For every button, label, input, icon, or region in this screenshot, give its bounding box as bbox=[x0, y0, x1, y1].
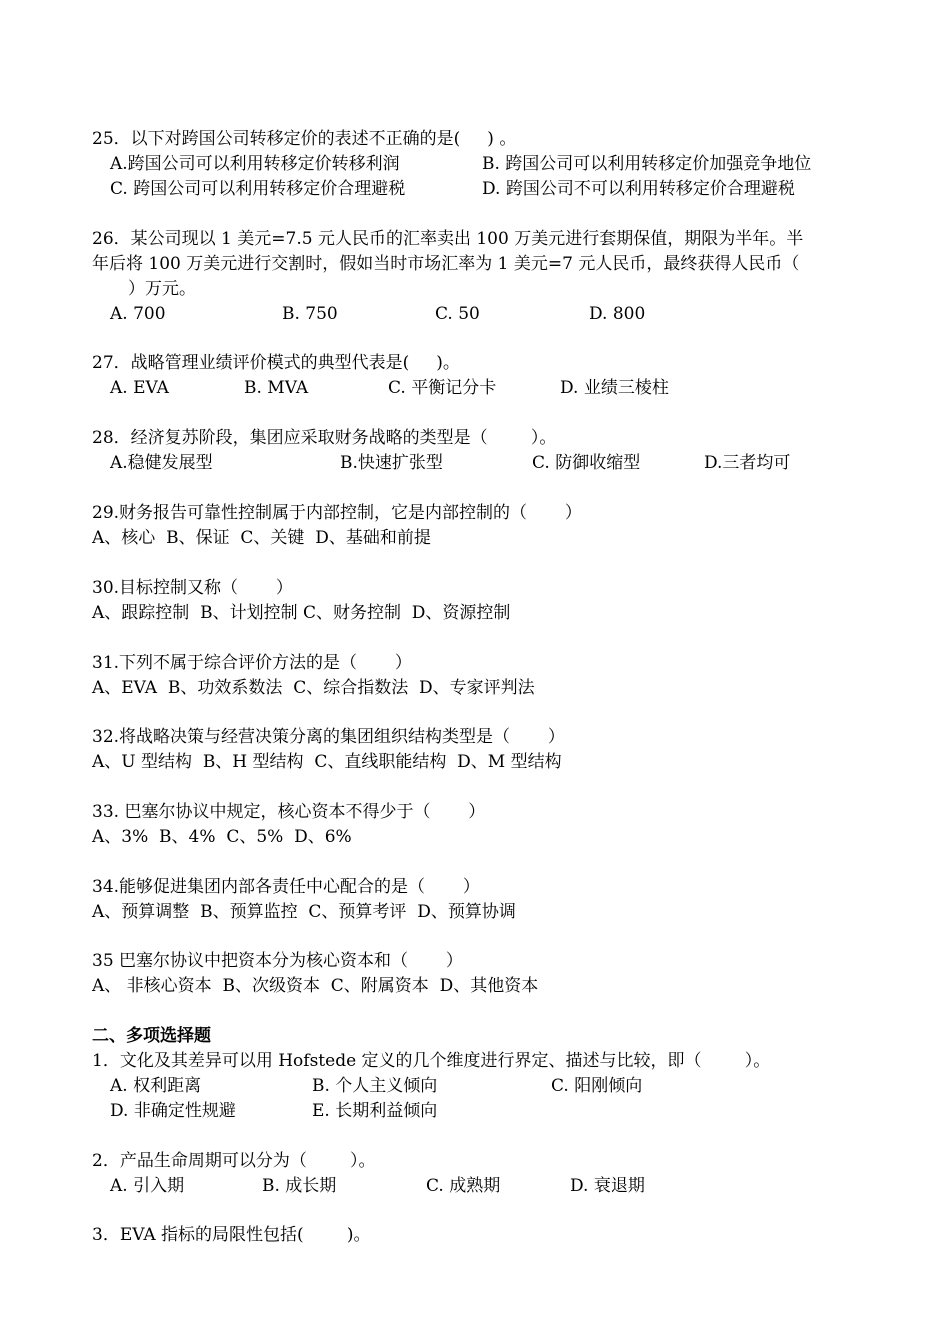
question-34: 34.能够促进集团内部各责任中心配合的是（ ） bbox=[92, 877, 480, 897]
mq2-option-a: A. 引入期 bbox=[110, 1176, 185, 1196]
multi-question-3: 3．EVA 指标的局限性包括( )。 bbox=[92, 1225, 371, 1245]
q35-options: A、 非核心资本 B、次级资本 C、附属资本 D、其他资本 bbox=[92, 976, 539, 996]
q28-option-d: D.三者均可 bbox=[704, 453, 791, 473]
q25-option-c: C. 跨国公司可以利用转移定价合理避税 bbox=[110, 179, 406, 199]
q31-options: A、EVA B、功效系数法 C、综合指数法 D、专家评判法 bbox=[92, 678, 535, 698]
q28-option-c: C. 防御收缩型 bbox=[532, 453, 641, 473]
q25-option-b: B. 跨国公司可以利用转移定价加强竞争地位 bbox=[482, 154, 812, 174]
question-25: 25．以下对跨国公司转移定价的表述不正确的是( ) 。 bbox=[92, 129, 517, 149]
q33-options: A、3% B、4% C、5% D、6% bbox=[92, 827, 352, 847]
q27-option-b: B. MVA bbox=[244, 378, 309, 398]
question-26-cont: 年后将 100 万美元进行交割时，假如当时市场汇率为 1 美元=7 元人民币，最终获得人民币（ bbox=[92, 254, 800, 274]
q27-option-d: D. 业绩三棱柱 bbox=[560, 378, 669, 398]
mq2-option-d: D. 衰退期 bbox=[570, 1176, 645, 1196]
q29-options: A、核心 B、保证 C、关键 D、基础和前提 bbox=[92, 528, 431, 548]
q25-option-a: A.跨国公司可以利用转移定价转移利润 bbox=[110, 154, 400, 174]
q25-option-d: D. 跨国公司不可以利用转移定价合理避税 bbox=[482, 179, 795, 199]
q27-option-c: C. 平衡记分卡 bbox=[388, 378, 497, 398]
question-31: 31.下列不属于综合评价方法的是（ ） bbox=[92, 653, 412, 673]
question-27: 27．战略管理业绩评价模式的典型代表是( )。 bbox=[92, 353, 460, 373]
q27-option-a: A. EVA bbox=[110, 378, 169, 398]
multi-question-2: 2．产品生命周期可以分为（ ）。 bbox=[92, 1151, 376, 1171]
q26-option-a: A. 700 bbox=[110, 304, 166, 324]
mq1-option-c: C. 阳刚倾向 bbox=[551, 1076, 643, 1096]
question-26: 26．某公司现以 1 美元=7.5 元人民币的汇率卖出 100 万美元进行套期保值，期限为半年。半 bbox=[92, 229, 804, 249]
q30-options: A、跟踪控制 B、计划控制 C、财务控制 D、资源控制 bbox=[92, 603, 511, 623]
question-26-cont: ）万元。 bbox=[128, 279, 196, 299]
question-33: 33. 巴塞尔协议中规定，核心资本不得少于（ ） bbox=[92, 802, 486, 822]
q26-option-c: C. 50 bbox=[435, 304, 480, 324]
q32-options: A、U 型结构 B、H 型结构 C、直线职能结构 D、M 型结构 bbox=[92, 752, 562, 772]
mq1-option-e: E. 长期利益倾向 bbox=[312, 1101, 438, 1121]
question-28: 28．经济复苏阶段，集团应采取财务战略的类型是（ ）。 bbox=[92, 428, 557, 448]
mq1-option-a: A. 权利距离 bbox=[110, 1076, 202, 1096]
mq1-option-b: B. 个人主义倾向 bbox=[312, 1076, 438, 1096]
question-29: 29.财务报告可靠性控制属于内部控制，它是内部控制的（ ） bbox=[92, 503, 582, 523]
q28-option-a: A.稳健发展型 bbox=[110, 453, 213, 473]
q26-option-b: B. 750 bbox=[282, 304, 338, 324]
mq1-option-d: D. 非确定性规避 bbox=[110, 1101, 236, 1121]
section-heading: 二、多项选择题 bbox=[92, 1026, 211, 1046]
q28-option-b: B.快速扩张型 bbox=[340, 453, 443, 473]
q26-option-d: D. 800 bbox=[589, 304, 646, 324]
multi-question-1: 1．文化及其差异可以用 Hofstede 定义的几个维度进行界定、描述与比较，即（ ）。 bbox=[92, 1051, 771, 1071]
question-32: 32.将战略决策与经营决策分离的集团组织结构类型是（ ） bbox=[92, 727, 565, 747]
q34-options: A、预算调整 B、预算监控 C、预算考评 D、预算协调 bbox=[92, 902, 516, 922]
mq2-option-b: B. 成长期 bbox=[262, 1176, 337, 1196]
mq2-option-c: C. 成熟期 bbox=[426, 1176, 501, 1196]
question-30: 30.目标控制又称（ ） bbox=[92, 578, 293, 598]
question-35: 35 巴塞尔协议中把资本分为核心资本和（ ） bbox=[92, 951, 463, 971]
